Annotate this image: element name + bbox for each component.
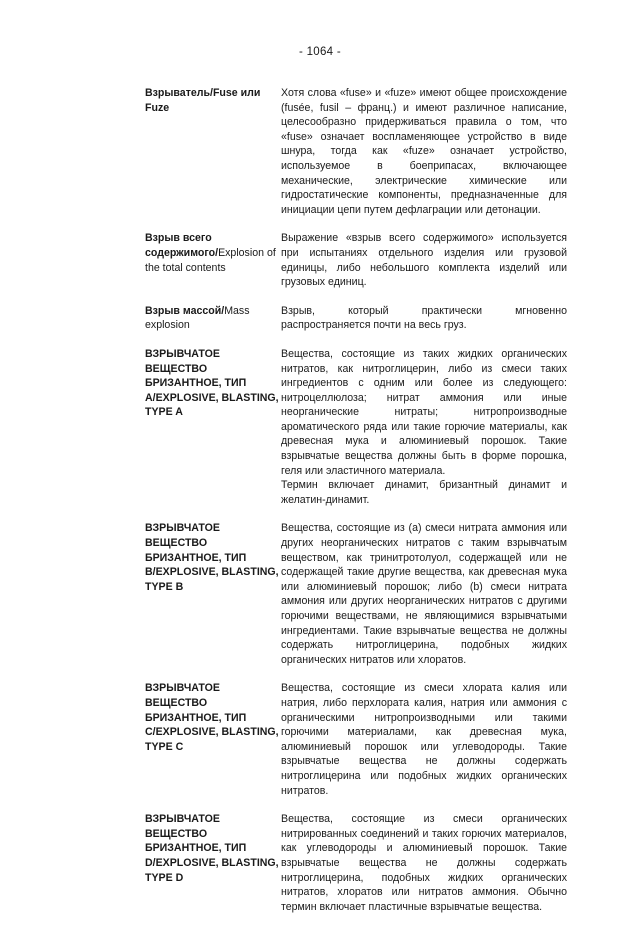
definition-paragraph: Взрыв, который практически мгновенно распространяется почти на весь груз. [281, 304, 567, 332]
term [145, 231, 281, 289]
term-ru: Взрыв массой/ [145, 304, 225, 317]
glossary-entry [145, 304, 568, 333]
definition [281, 304, 567, 333]
term [145, 86, 281, 217]
definition-paragraph: Выражение «взрыв всего содержимого» используется при испытаниях отдельного изделия или грузовой единицы, либо небольшого комплекта изделий или грузовых единиц. [281, 232, 567, 289]
glossary-entry [145, 347, 568, 508]
definition-paragraph: Вещества, состоящие из смеси хлората калия или натрия, либо перхлората калия, натрия или аммония с органическими нитропроизводными или такими горючими материалами, как древесная мука, алюминиевый порошок или углеводороды. Такие взрывчатые вещества не должны содержать нитроглицерина или подобных жидких органических нитратов. [281, 682, 567, 797]
term-ru: ВЗРЫВЧАТОЕ ВЕЩЕСТВО БРИЗАНТНОЕ, ТИП A/EXPLOSIVE, BLASTING, TYPE A [145, 347, 279, 419]
definition [281, 681, 567, 798]
term [145, 521, 281, 667]
glossary-entries [145, 86, 568, 928]
definition [281, 86, 567, 217]
term-ru: ВЗРЫВЧАТОЕ ВЕЩЕСТВО БРИЗАНТНОЕ, ТИП D/EXPLOSIVE, BLASTING, TYPE D [145, 813, 279, 884]
definition-paragraph: Вещества, состоящие из (a) смеси нитрата аммония или других неорганических нитратов с таким взрывчатым веществом, как тринитротолуол, содержащей или не содержащей такие другие вещества, как древесная мука или алюминиевый порошок; либо (b) смеси нитрата аммония или других неорганических нитратов с другими горючими веществами, не являющимися взрывчатыми ингредиентами. Такие взрывчатые вещества не должны содержать нитроглицерина, подобных жидких органических нитратов или хлоратов. [281, 522, 567, 666]
term [145, 347, 281, 508]
term-ru: ВЗРЫВЧАТОЕ ВЕЩЕСТВО БРИЗАНТНОЕ, ТИП C/EXPLOSIVE, BLASTING, TYPE C [145, 682, 279, 753]
glossary-entry [145, 812, 568, 914]
definition-paragraph: Вещества, состоящие из таких жидких органических нитратов, как нитроглицерин, либо из смеси таких ингредиентов с одним или более из следующего: нитроцеллюлоза; нитрат аммония или иные неорганические нитраты; нитропроизводные ароматического ряда или такие горючие материалы, как древесная мука и алюминиевый порошок. Такие взрывчатые вещества должны быть в форме порошка, геля или эластичного материала. [281, 347, 567, 477]
definition [281, 347, 567, 508]
term-ru: Взрыв всего содержимого/ [145, 232, 219, 259]
term-ru: ВЗРЫВЧАТОЕ ВЕЩЕСТВО БРИЗАНТНОЕ, ТИП B/EXPLOSIVE, BLASTING, TYPE B [145, 522, 279, 593]
definition-paragraph: Термин включает динамит, бризантный динамит и желатин-динамит. [281, 479, 567, 506]
glossary-entry [145, 521, 568, 667]
definition-paragraph: Вещества, состоящие из смеси органических нитрированных соединений и таких горючих материалов, как углеводороды и алюминиевый порошок. Такие взрывчатые вещества не должны содержать нитроглицерина, подобных жидких органических нитратов, хлоратов или нитратов аммония. Обычно термин включает пластичные взрывчатые вещества. [281, 813, 567, 913]
definition-paragraph: Хотя слова «fuse» и «fuze» имеют общее происхождение (fusée, fusil – франц.) и имеют различное написание, целесообразно придерживаться правила о том, что «fuse» означает воспламеняющее устройство в виде шнура, тогда как «fuze» означает устройство, используемое в боеприпасах, включающее механические, электрические химические или гидростатические компоненты, предназначенные для инициации цепи путем дефлаграции или детонации. [281, 87, 567, 216]
term [145, 812, 281, 914]
glossary-entry [145, 231, 568, 289]
page-number: - 1064 - [298, 46, 342, 58]
term-en: Explosion of the total contents [145, 246, 276, 274]
glossary-entry [145, 681, 568, 798]
definition [281, 812, 567, 914]
term [145, 681, 281, 798]
definition [281, 231, 567, 289]
term [145, 304, 281, 333]
glossary-entry [145, 86, 568, 217]
term-ru: Взрыватель/Fuse или Fuze [145, 87, 261, 114]
term-en: Mass explosion [145, 304, 250, 332]
definition [281, 521, 567, 667]
